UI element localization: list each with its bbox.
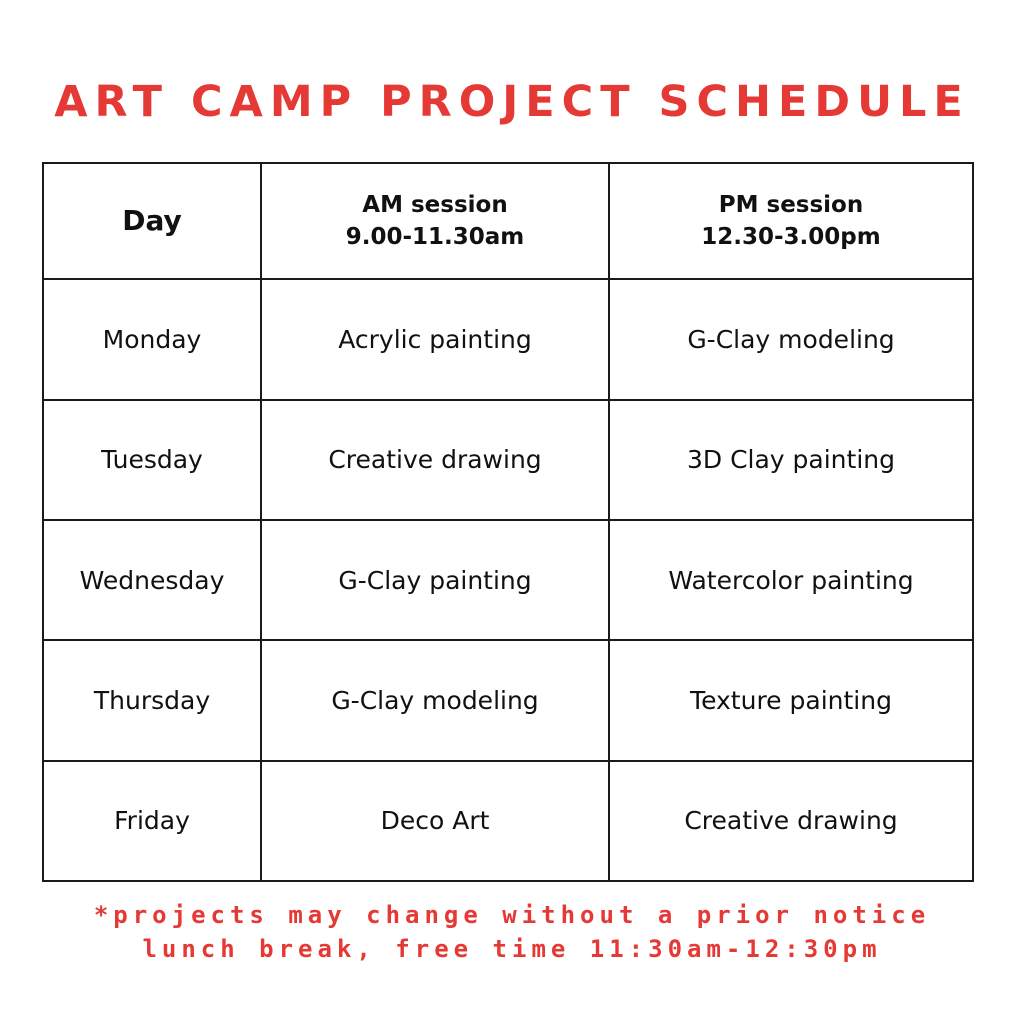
- table-row: [43, 279, 973, 399]
- table-row: [43, 520, 973, 640]
- table-header-row: [43, 163, 973, 279]
- cell-day: Friday: [43, 761, 261, 881]
- header-pm-time: 12.30-3.00pm: [701, 224, 881, 251]
- table-row: [43, 640, 973, 760]
- table-row: [43, 400, 973, 520]
- header-am-label: AM session: [362, 192, 508, 219]
- header-pm-session: [609, 163, 973, 279]
- cell-pm: Watercolor painting: [609, 520, 973, 640]
- cell-day: Thursday: [43, 640, 261, 760]
- cell-pm: G-Clay modeling: [609, 279, 973, 399]
- page-title: ART CAMP PROJECT SCHEDULE: [54, 77, 970, 127]
- schedule-table: [42, 162, 974, 882]
- cell-day: Wednesday: [43, 520, 261, 640]
- header-day: Day: [43, 163, 261, 279]
- cell-am: G-Clay painting: [261, 520, 609, 640]
- cell-am: G-Clay modeling: [261, 640, 609, 760]
- cell-am: Acrylic painting: [261, 279, 609, 399]
- cell-pm: 3D Clay painting: [609, 400, 973, 520]
- footnote-lunch-break: lunch break, free time 11:30am-12:30pm: [142, 935, 882, 963]
- cell-am: Creative drawing: [261, 400, 609, 520]
- header-am-session: [261, 163, 609, 279]
- cell-day: Monday: [43, 279, 261, 399]
- table-row: [43, 761, 973, 881]
- cell-day: Tuesday: [43, 400, 261, 520]
- cell-pm: Creative drawing: [609, 761, 973, 881]
- header-am-time: 9.00-11.30am: [345, 224, 525, 251]
- cell-am: Deco Art: [261, 761, 609, 881]
- header-pm-label: PM session: [718, 192, 864, 219]
- cell-pm: Texture painting: [609, 640, 973, 760]
- footnote-notice: *projects may change without a prior notice: [93, 901, 931, 929]
